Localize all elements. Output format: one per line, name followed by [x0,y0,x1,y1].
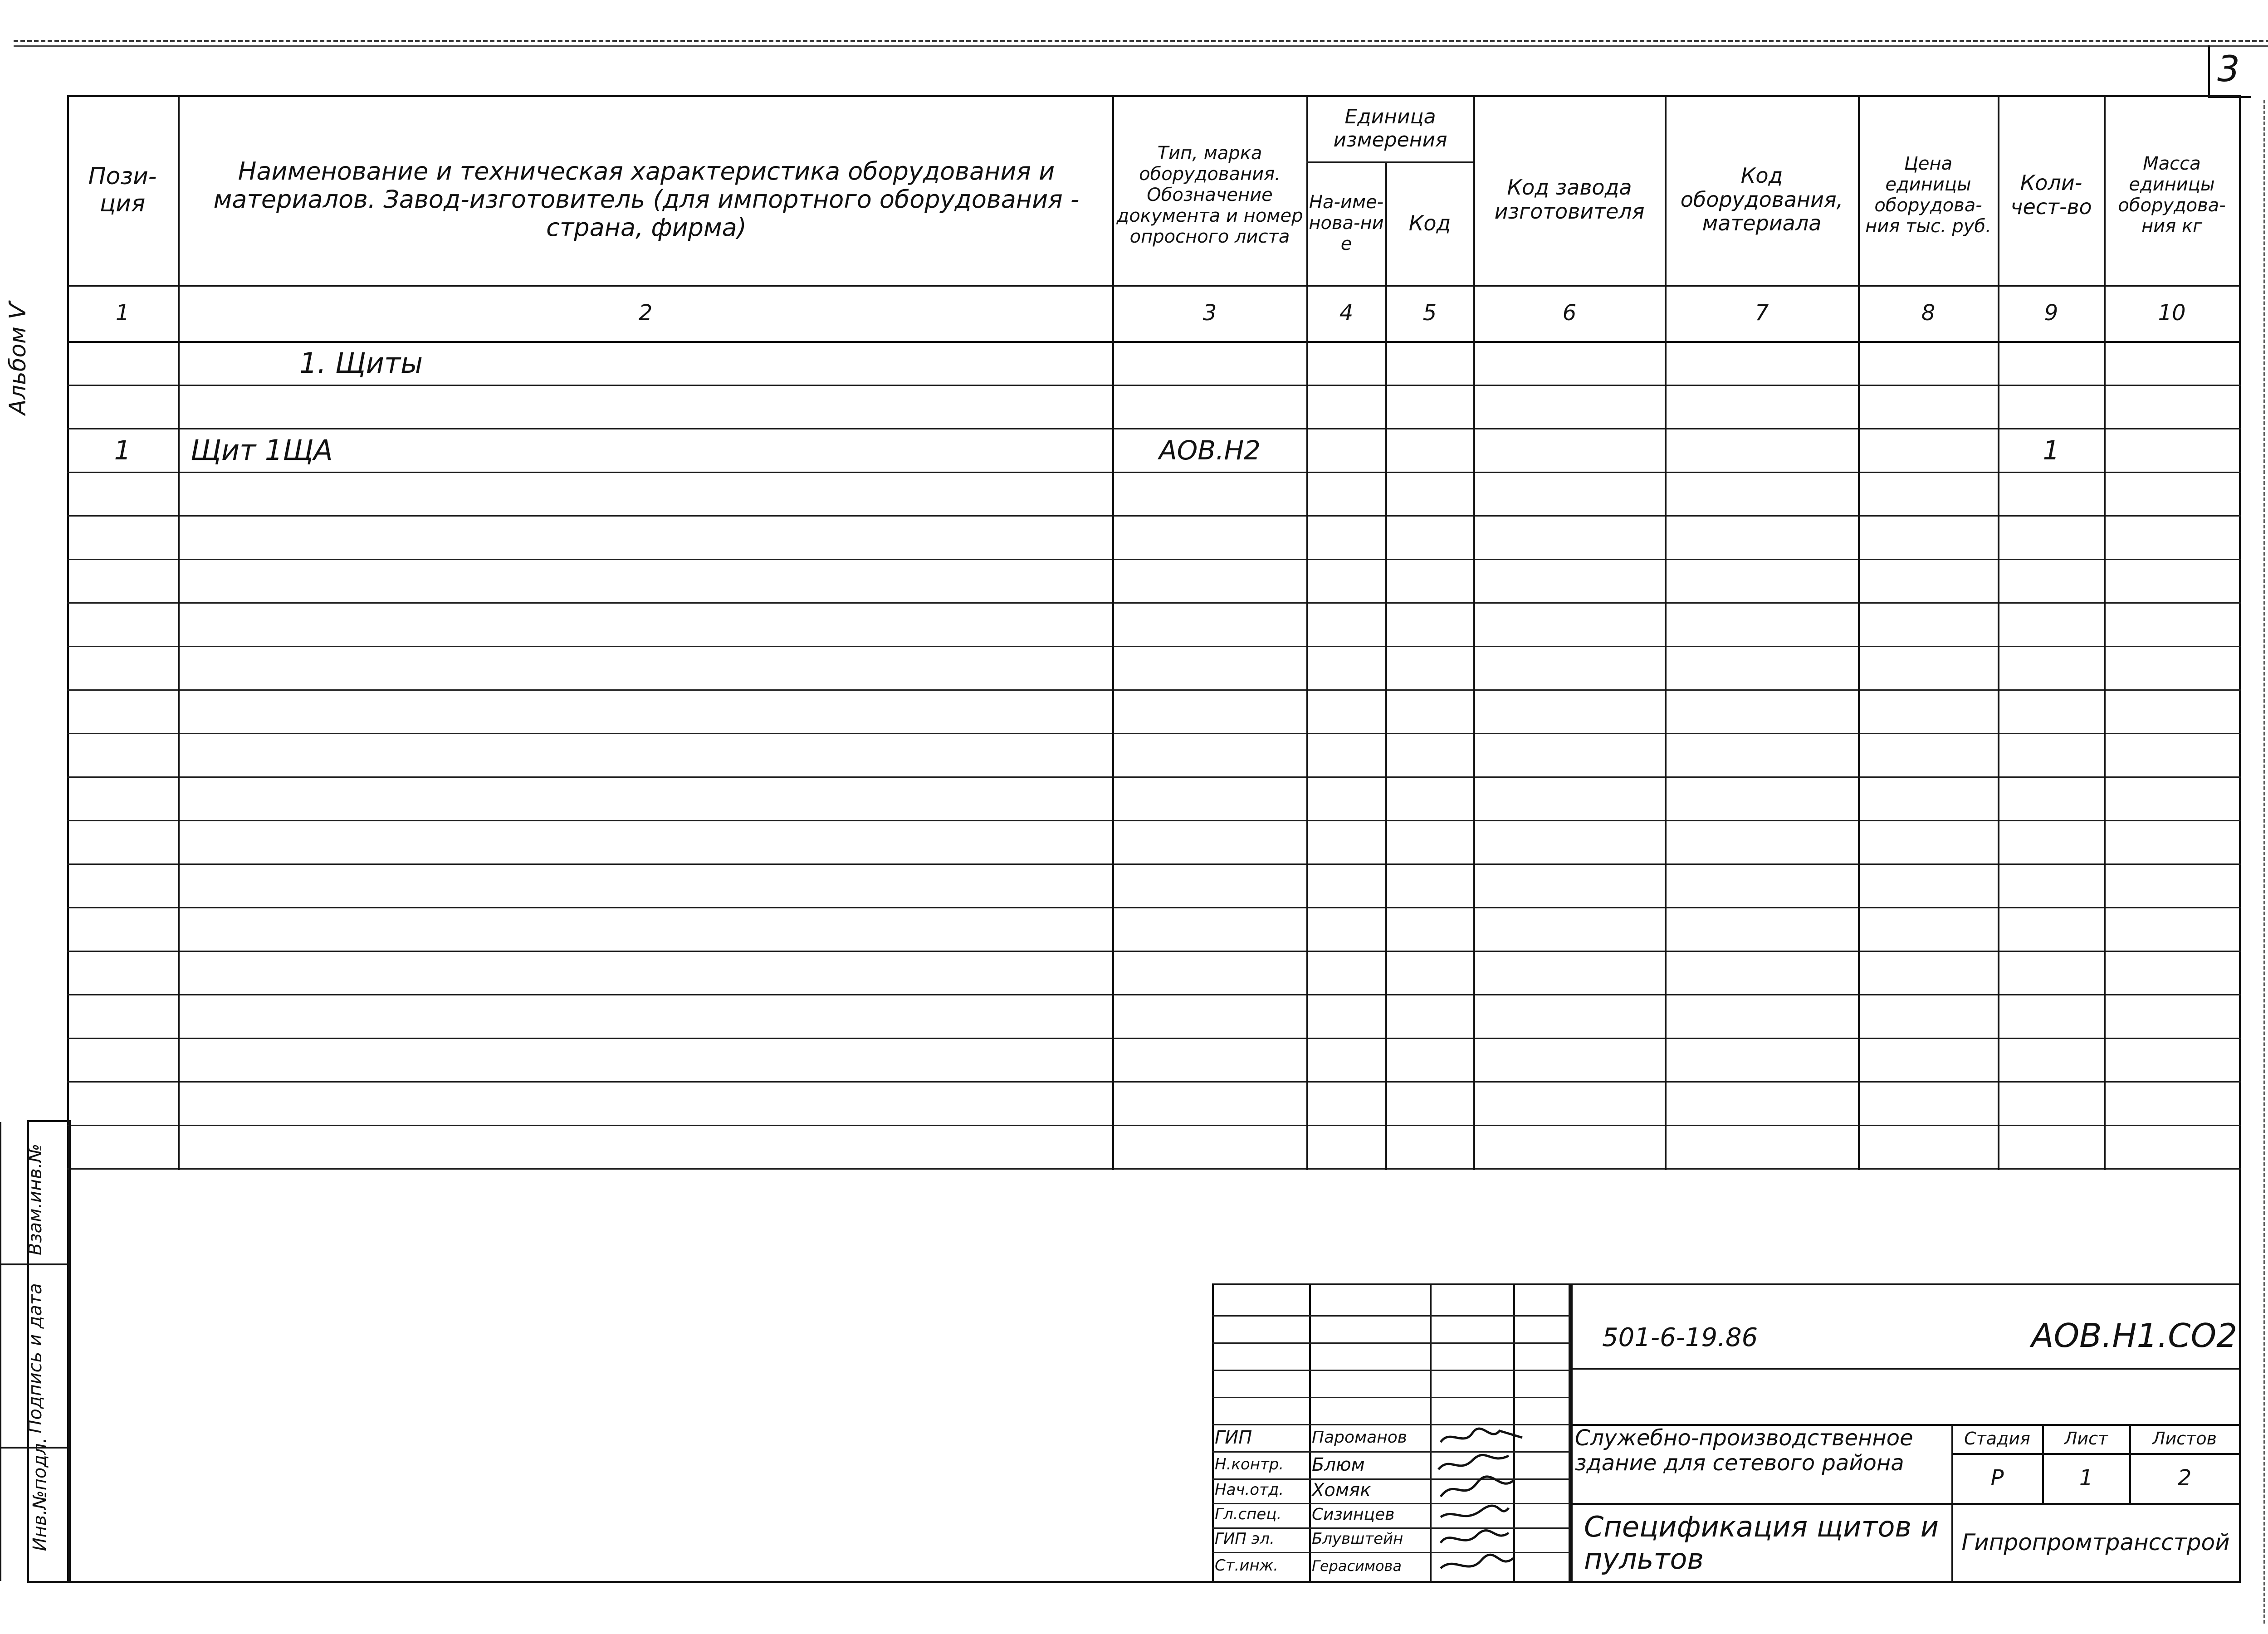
row-line [67,1168,2241,1170]
row-line [67,472,2241,473]
tb-top [1212,1283,2239,1285]
side-stamp-divider [0,1122,1,1581]
colnum-6: 6 [1562,300,1577,326]
row-section-title: 1. Щиты [299,346,423,380]
colnum-3: 3 [1202,300,1217,326]
sheet-label: Лист [2064,1429,2108,1449]
header-unit-code: Код [1408,210,1451,235]
role-5: ГИП эл. [1215,1530,1275,1548]
sheets-value: 2 [2177,1465,2192,1491]
tb-right-row [1570,1368,2239,1370]
row-line [67,515,2241,517]
frame-right [2239,95,2241,1583]
colnum-4: 4 [1339,300,1354,326]
role-2: Н.контр. [1215,1455,1284,1474]
row-line [67,646,2241,647]
tb-col [1309,1283,1311,1581]
side-stamp-col2: Подпись и дата [25,1283,46,1434]
colnum-7: 7 [1755,300,1769,326]
header-type: Тип, марка оборудования. Обозначение документа и номер опросного листа [1116,143,1303,247]
row-line [67,1081,2241,1083]
row-line [67,689,2241,691]
signatures [1432,1424,1568,1581]
name-1: Пароманов [1312,1428,1408,1447]
header-unit-group: Единица измерения [1333,105,1447,151]
row-line [67,951,2241,952]
side-stamp-col3: Взам.инв.№ [25,1143,46,1256]
row-line [67,776,2241,778]
header-factory-code: Код завода изготовителя [1494,175,1645,224]
frame-top [67,95,2241,97]
row-line [67,994,2241,995]
row-line [67,1125,2241,1126]
title-block [1212,1283,2239,1581]
col-line [178,95,180,1170]
tb-row [1212,1370,1570,1371]
right-trim-line [2263,100,2265,1624]
colnum-5: 5 [1422,300,1437,326]
row-1-quantity: 1 [2043,434,2060,466]
tb-row [1212,1315,1570,1317]
sheet-number: 3 [2217,49,2240,90]
tb-col-main [1570,1283,1573,1581]
colnum-2: 2 [638,300,653,326]
name-6: Герасимова [1312,1557,1402,1575]
stage-value: Р [1990,1465,2004,1491]
tb-right-row [1951,1453,2239,1455]
row-line [67,820,2241,821]
row-line [67,733,2241,734]
row-line [67,1038,2241,1039]
header-price: Цена единицы оборудова-ния тыс. руб. [1865,153,1991,237]
album-label: Альбом Ѵ [5,302,31,415]
name-2: Блюм [1312,1454,1365,1475]
row-1-name: Щит 1ЩА [191,434,333,467]
object-title: Служебно-производственное здание для сетевого района [1575,1425,1913,1476]
row-line [67,907,2241,908]
header-name: Наименование и техническая характеристика оборудования и материалов. Завод-изготовитель (для импортного оборудования - страна, фирма) [213,156,1080,242]
doc-mark: АОВ.Н1.СО2 [2031,1316,2237,1355]
role-1: ГИП [1215,1427,1252,1448]
doc-code: 501-6-19.86 [1602,1322,1758,1352]
frame-bottom [27,1581,2241,1583]
row-1-position: 1 [114,434,131,466]
side-stamp-col1: Инв.№подл. [29,1437,50,1551]
sheet-title: Спецификация щитов и пультов [1584,1510,1939,1575]
tb-right-row [1570,1503,2239,1505]
sheets-label: Листов [2152,1429,2217,1449]
colnum-1: 1 [115,300,130,326]
header-quantity: Коли-чест-во [2010,171,2092,219]
header-mass: Масса единицы оборудова-ния кг [2118,153,2226,237]
sheet-value: 1 [2079,1465,2093,1491]
role-3: Нач.отд. [1215,1481,1284,1499]
tb-row [1212,1342,1570,1344]
name-4: Сизинцев [1312,1505,1395,1524]
stage-label: Стадия [1964,1429,2030,1449]
row-line [67,428,2241,429]
header-unit-name: На-име-нова-ние [1309,192,1384,254]
row-1-type: АОВ.Н2 [1158,434,1261,466]
col-line [1112,95,1114,1170]
row-line [67,863,2241,865]
colnum-9: 9 [2044,300,2058,326]
unit-group-line [1306,161,1473,163]
tb-row [1212,1397,1570,1398]
colnum-10: 10 [2158,300,2186,326]
row-line [67,559,2241,560]
row-line [67,385,2241,386]
header-equipment-code: Код оборудования, материала [1680,163,1843,236]
colnum-8: 8 [1921,300,1936,326]
tb-left [1212,1283,1214,1581]
row-line [67,602,2241,604]
role-6: Ст.инж. [1215,1556,1279,1575]
header-position: Пози- ция [88,163,157,217]
organization: Гипропромтрансстрой [1961,1529,2230,1556]
name-5: Блувштейн [1312,1530,1403,1548]
role-4: Гл.спец. [1215,1505,1282,1524]
name-3: Хомяк [1312,1480,1371,1501]
